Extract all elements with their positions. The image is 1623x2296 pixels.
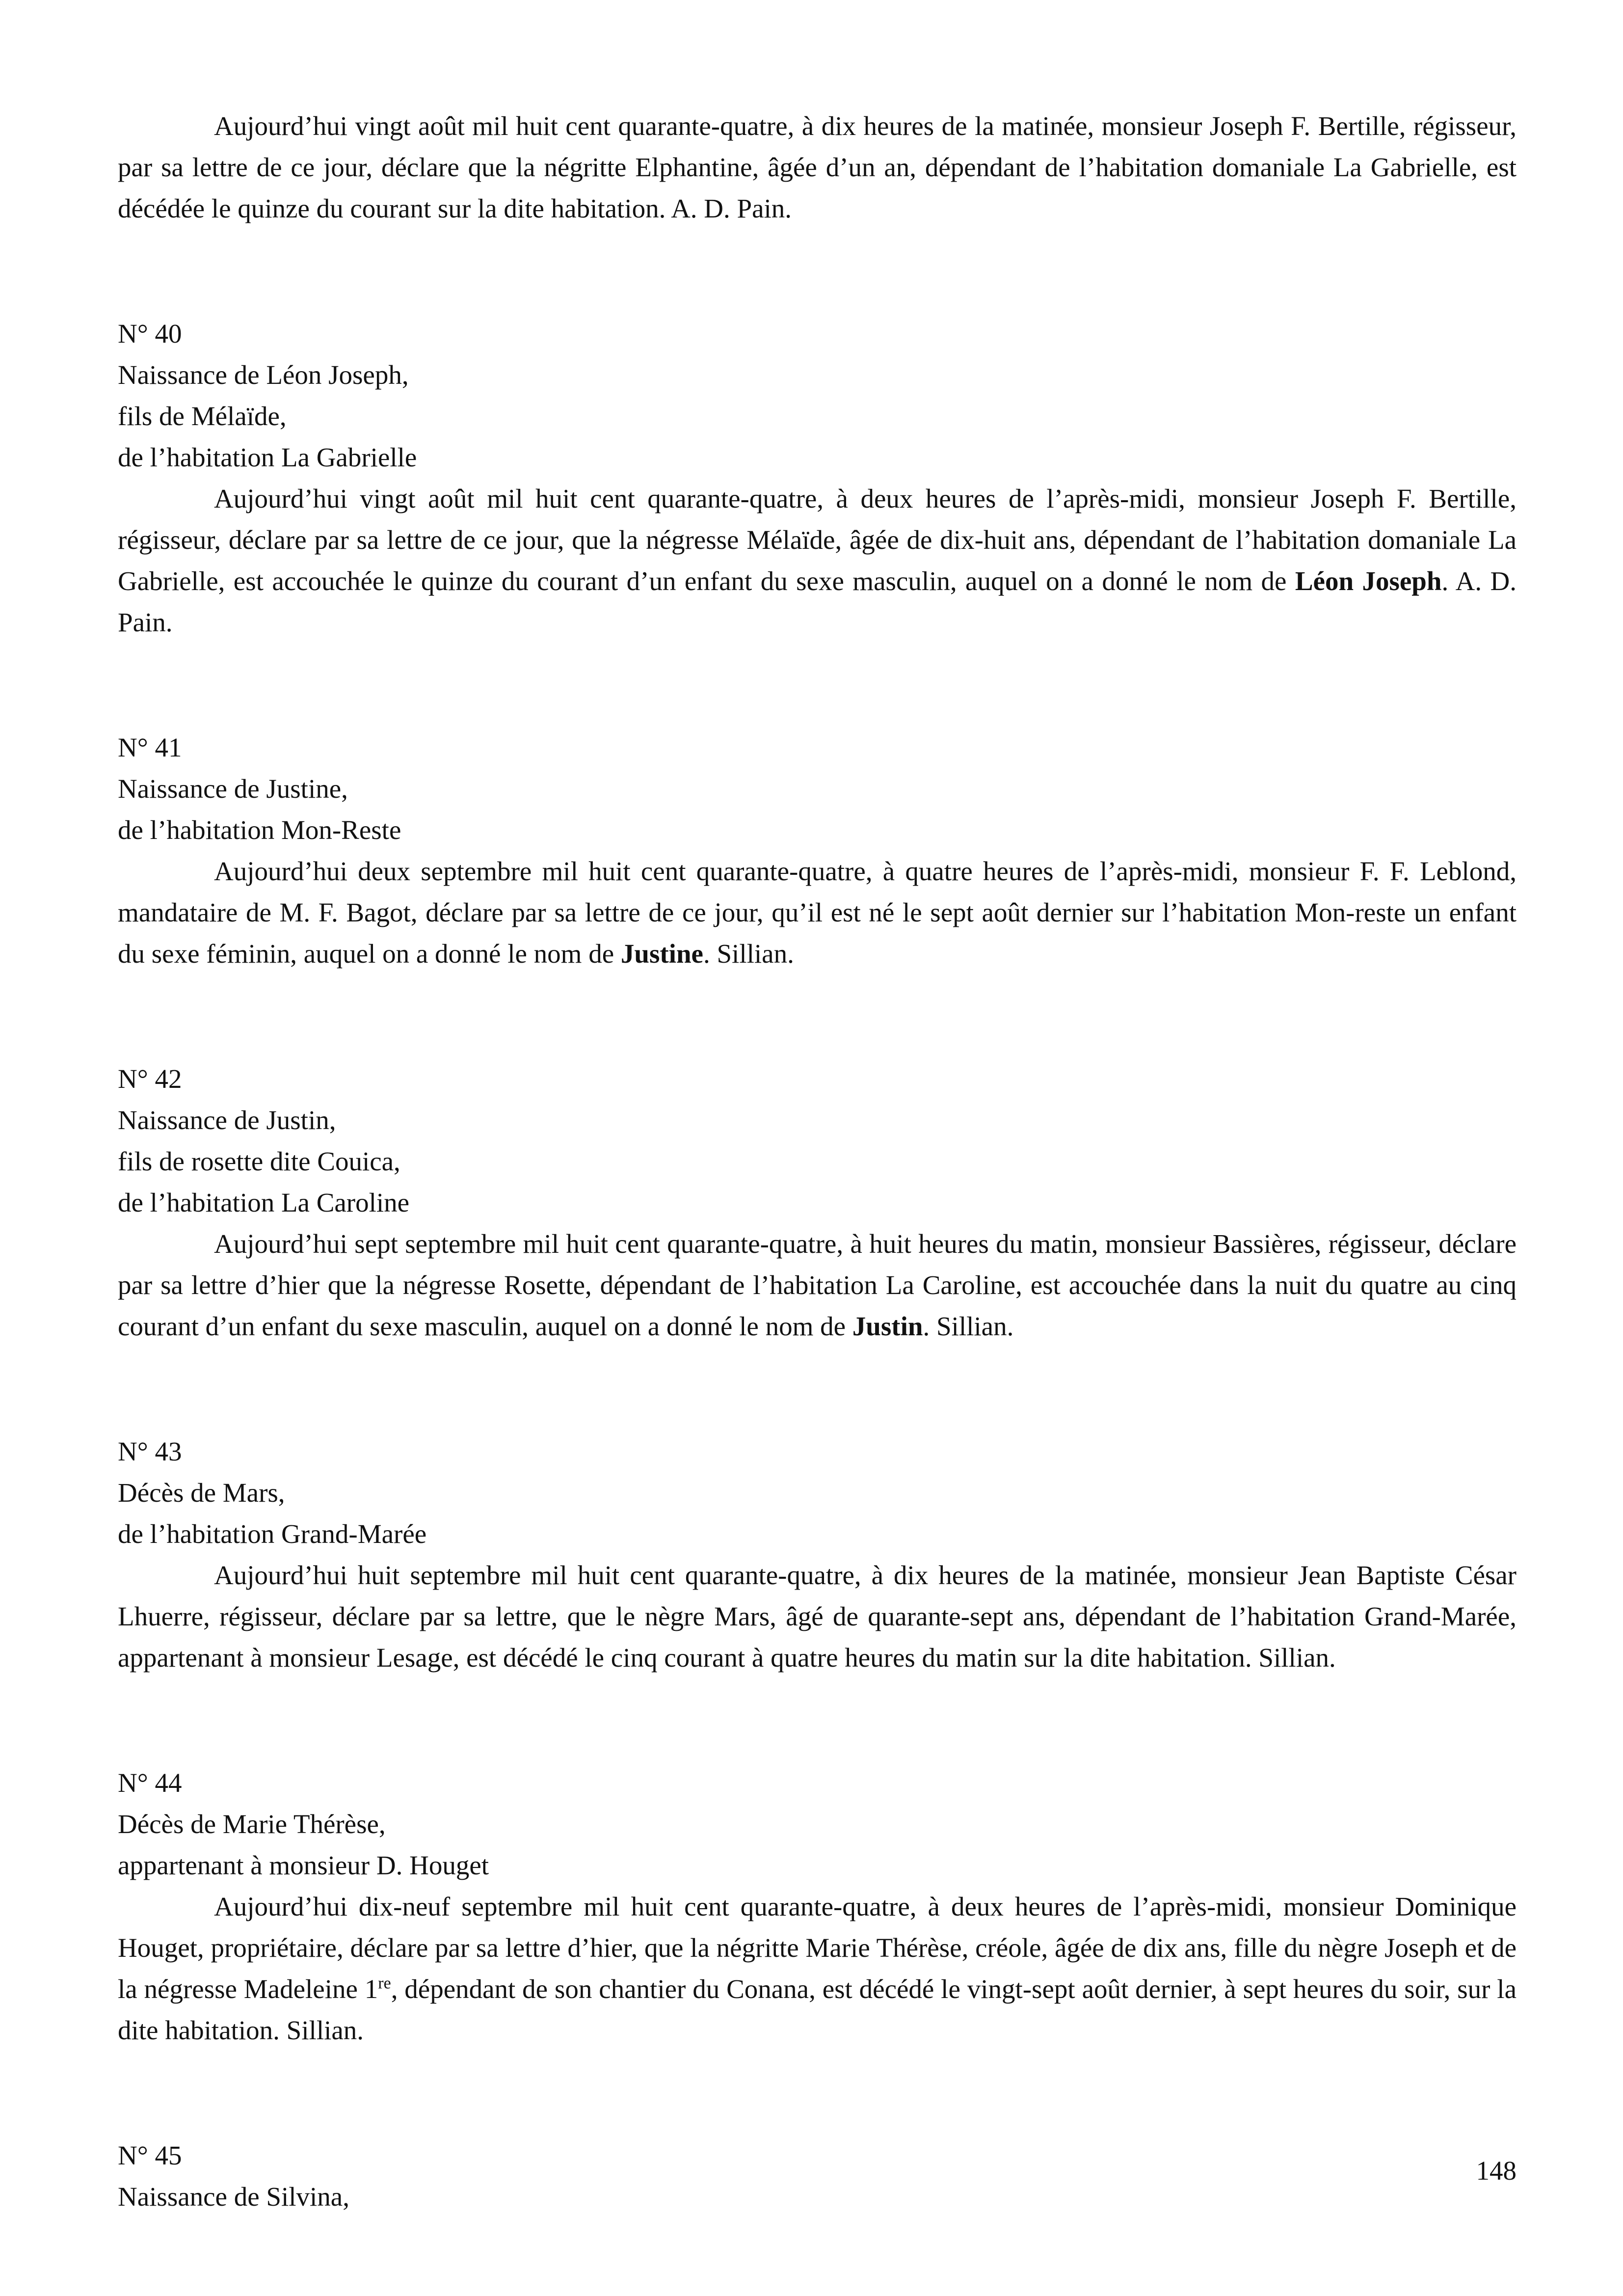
entry-40 [118,313,1517,643]
entry-number: N° 44 [118,1768,182,1798]
entry-title-line: de l’habitation La Caroline [118,1188,410,1217]
child-name: Justin [852,1311,923,1341]
entry-text-after: . A. D. Pain. [118,566,1517,637]
entry-text-after: . Sillian. [923,1311,1014,1341]
entry-text-before: Aujourd’hui dix-neuf septembre mil huit cent quarante-quatre, à deux heures de l’après-midi, monsieur Dominique Houget, propriétaire, déclare par sa lettre d’hier, que la négritte Marie Thérèse, créole, âgée de dix ans, fille du nègre Joseph et de la négresse Madeleine 1 [118,1891,1517,2004]
entry-title-line: Décès de Marie Thérèse, [118,1809,386,1839]
entry-43 [118,1431,1517,1678]
entry-42 [118,1058,1517,1347]
intro-paragraph: Aujourd’hui vingt août mil huit cent quarante-quatre, à dix heures de la matinée, monsieur Joseph F. Bertille, régisseur, par sa lettre de ce jour, déclare que la négritte Elphantine, âgée d’un an, dépendant de l’habitation domaniale La Gabrielle, est décédée le quinze du courant sur la dite habitation. A. D. Pain. [118,111,1517,223]
entry-title-line: fils de rosette dite Couica, [118,1146,400,1176]
entry-text-after: , dépendant de son chantier du Conana, est décédé le vingt-sept août dernier, à sept heures du soir, sur la dite habitation. Sillian. [118,1974,1517,2045]
child-name: Léon Joseph [1295,566,1442,596]
ordinal-superscript: re [378,1974,391,1993]
entry-text-before: Aujourd’hui vingt août mil huit cent quarante-quatre, à deux heures de l’après-midi, monsieur Joseph F. Bertille, régisseur, déclare par sa lettre de ce jour, que la négresse Mélaïde, âgée de dix-huit ans, dépendant de l’habitation domaniale La Gabrielle, est accouchée le quinze du courant d’un enfant du sexe masculin, auquel on a donné le nom de [118,484,1517,596]
entry-header [118,727,1517,851]
entry-body [118,1886,1517,2051]
entry-number: N° 43 [118,1436,182,1466]
entry-body [118,1223,1517,1347]
entry-header [118,1058,1517,1223]
entry-title-line: de l’habitation Grand-Marée [118,1519,427,1549]
entry-body [118,851,1517,974]
entry-41 [118,727,1517,974]
entry-header [118,313,1517,478]
entry-title-line: de l’habitation Mon-Reste [118,815,401,845]
entry-number: N° 40 [118,319,182,349]
entry-header [118,2135,1517,2217]
entry-title-line: fils de Mélaïde, [118,401,287,431]
child-name: Justine [620,939,703,969]
entry-header [118,1431,1517,1555]
entry-number: N° 42 [118,1064,182,1094]
entry-title-line: Naissance de Justine, [118,774,348,804]
entry-text-after: . Sillian. [703,939,794,969]
entry-text-before: Aujourd’hui deux septembre mil huit cent quarante-quatre, à quatre heures de l’après-midi, monsieur F. F. Leblond, mandataire de M. F. Bagot, déclare par sa lettre de ce jour, qu’il est né le sept août dernier sur l’habitation Mon-reste un enfant du sexe féminin, auquel on a donné le nom de [118,856,1517,969]
entry-title-line: Naissance de Silvina, [118,2182,349,2212]
entry-title-line: de l’habitation La Gabrielle [118,442,417,472]
entry-45 [118,2135,1517,2217]
entry-title-line: Naissance de Justin, [118,1105,336,1135]
entry-number: N° 41 [118,732,182,762]
entry-44 [118,1762,1517,2051]
entry-header [118,1762,1517,1886]
entry-number: N° 45 [118,2140,182,2170]
entry-title-line: Naissance de Léon Joseph, [118,360,409,390]
entry-text-before: Aujourd’hui sept septembre mil huit cent quarante-quatre, à huit heures du matin, monsieur Bassières, régisseur, déclare par sa lettre d’hier que la négresse Rosette, dépendant de l’habitation La Caroline, est accouchée dans la nuit du quatre au cinq courant d’un enfant du sexe masculin, auquel on a donné le nom de [118,1229,1517,1341]
document-page [118,106,1517,2217]
entry-body [118,1555,1517,1678]
page-number: 148 [1476,2156,1517,2186]
entry-title-line: appartenant à monsieur D. Houget [118,1850,489,1880]
entry-title-line: Décès de Mars, [118,1478,285,1508]
entry-body [118,478,1517,643]
entry-text-before: Aujourd’hui huit septembre mil huit cent quarante-quatre, à dix heures de la matinée, monsieur Jean Baptiste César Lhuerre, régisseur, déclare par sa lettre, que le nègre Mars, âgé de quarante-sept ans, dépendant de l’habitation Grand-Marée, appartenant à monsieur Lesage, est décédé le cinq courant à quatre heures du matin sur la dite habitation. Sillian. [118,1560,1517,1673]
